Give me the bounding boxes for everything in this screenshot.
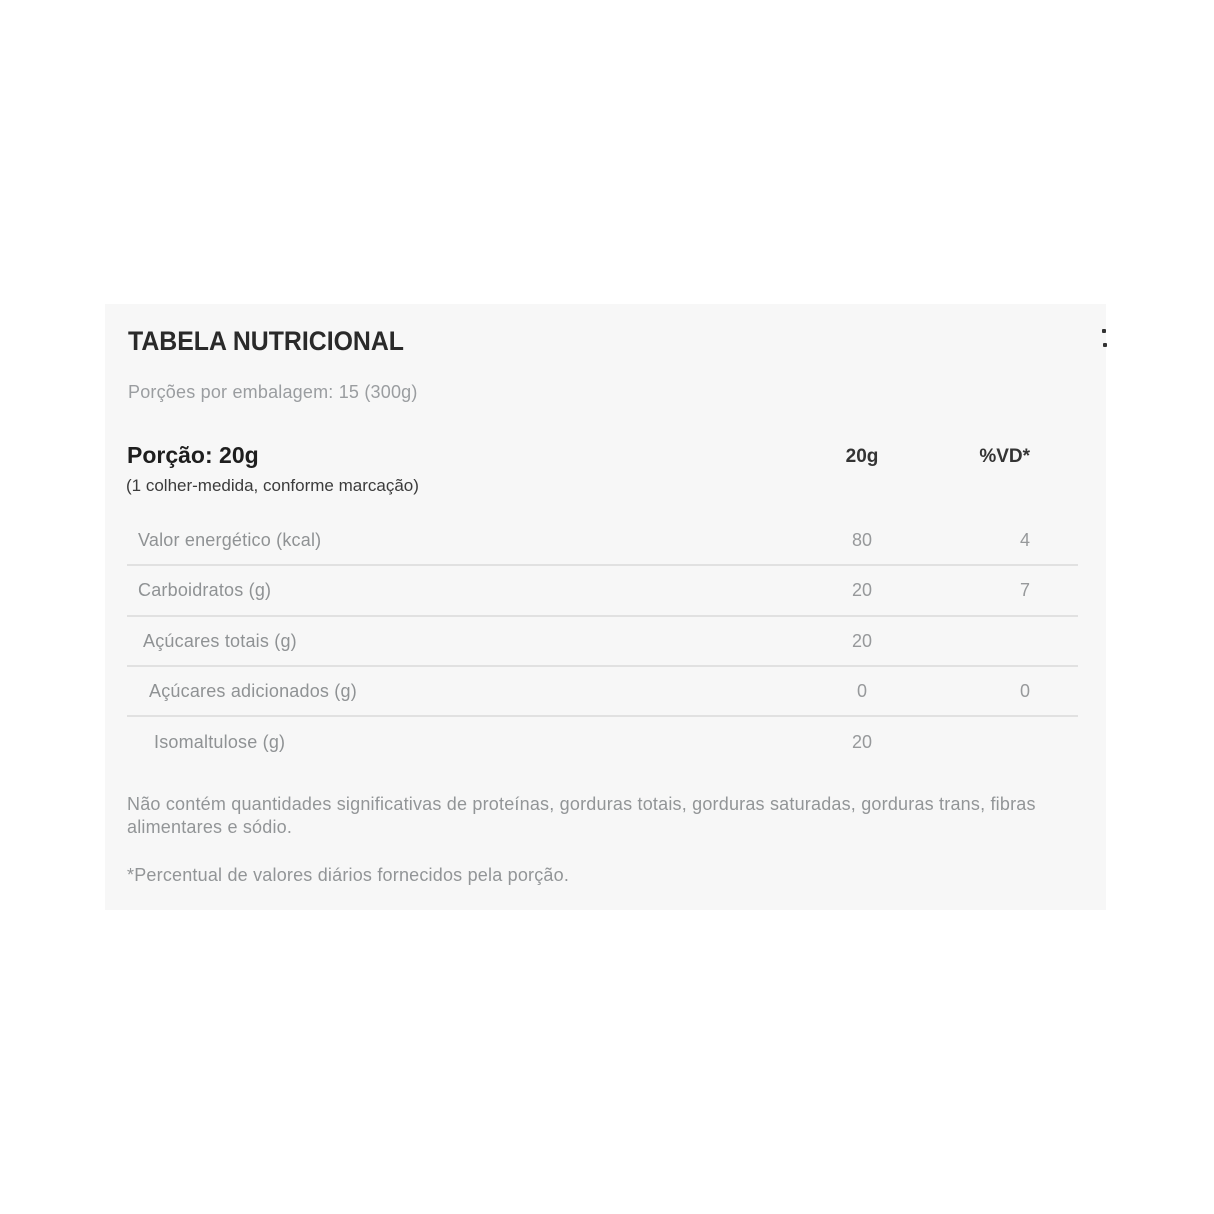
daily-value-percentage-note: *Percentual de valores diários fornecidos pela porção. xyxy=(127,865,570,885)
row-quantity-value: 20 xyxy=(851,731,873,752)
row-quantity-value: 0 xyxy=(856,680,867,701)
table-row-total-sugars xyxy=(127,617,1078,667)
clipped-edge-dot xyxy=(1103,343,1107,347)
row-quantity-value: 80 xyxy=(851,529,873,550)
row-label: Açúcares totais (g) xyxy=(143,630,297,651)
row-quantity-value: 20 xyxy=(851,630,873,651)
row-label: Valor energético (kcal) xyxy=(138,529,322,550)
nutrition-table xyxy=(127,516,1078,767)
row-daily-value: 7 xyxy=(1019,580,1030,600)
portion-size-label: Porção: 20g xyxy=(127,442,259,468)
table-row-carbohydrates xyxy=(127,566,1078,617)
panel-title: TABELA NUTRICIONAL xyxy=(128,326,404,356)
portion-header-row xyxy=(127,442,1078,472)
column-header-quantity: 20g xyxy=(845,446,879,467)
column-header-daily-value: %VD* xyxy=(979,446,1030,467)
table-row-added-sugars xyxy=(127,667,1078,717)
table-row-isomaltulose xyxy=(127,717,1078,767)
row-label: Isomaltulose (g) xyxy=(154,731,286,752)
clipped-edge-dot xyxy=(1102,329,1106,333)
row-label: Açúcares adicionados (g) xyxy=(149,680,357,701)
row-daily-value: 0 xyxy=(1019,680,1030,701)
nutrition-panel xyxy=(105,304,1106,910)
portion-note: (1 colher-medida, conforme marcação) xyxy=(126,476,419,495)
servings-per-package: Porções por embalagem: 15 (300g) xyxy=(128,382,418,402)
table-row-energy xyxy=(127,516,1078,566)
row-label: Carboidratos (g) xyxy=(138,580,272,600)
no-significant-amounts-note: Não contém quantidades significativas de proteínas, gorduras totais, gorduras saturadas, gorduras trans, fibras alimentares e sódio. xyxy=(127,794,1036,837)
row-daily-value: 4 xyxy=(1019,529,1030,550)
row-quantity-value: 20 xyxy=(851,580,873,600)
